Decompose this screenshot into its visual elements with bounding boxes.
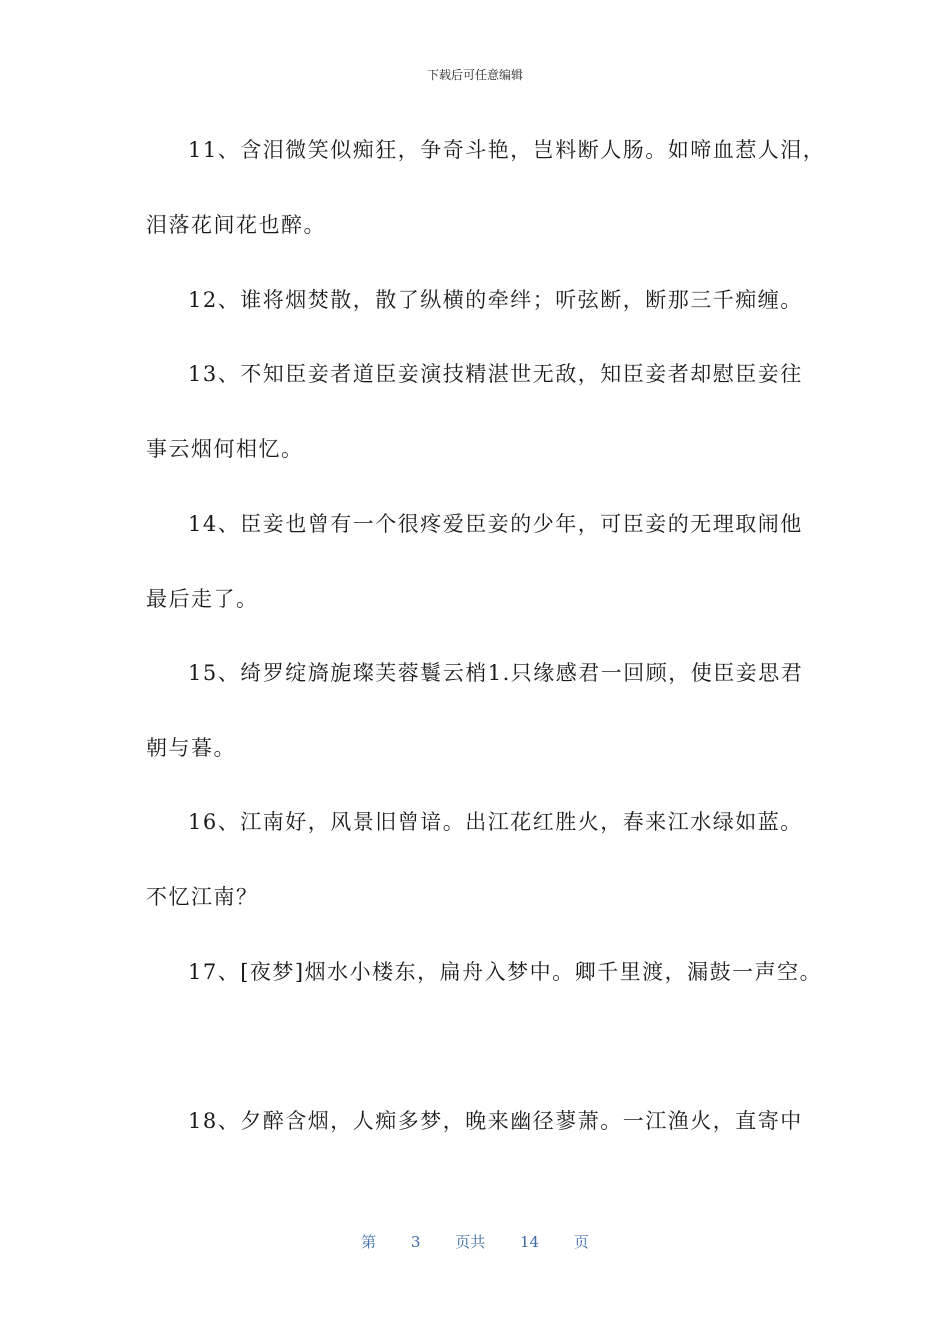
text-line: 17、[夜梦]烟水小楼东，扁舟入梦中。卿千里渡，漏鼓一声空。 <box>188 960 823 984</box>
text-line: 朝与暮。 <box>146 736 236 760</box>
text-line: 13、不知臣妾者道臣妾演技精湛世无敌，知臣妾者却慰臣妾往 <box>188 362 803 386</box>
footer-middle: 页共 <box>455 1233 486 1251</box>
text-line: 14、臣妾也曾有一个很疼爱臣妾的少年，可臣妾的无理取闹他 <box>188 512 803 536</box>
text-line: 不忆江南？ <box>146 885 259 909</box>
text-line: 11、含泪微笑似痴狂，争奇斗艳，岂料断人肠。如啼血惹人泪， <box>188 138 826 162</box>
text-line: 事云烟何相忆。 <box>146 437 304 461</box>
page-header: 下载后可任意编辑 <box>426 68 523 82</box>
text-line: 12、谁将烟焚散，散了纵横的牵绊；听弦断，断那三千痴缠。 <box>188 288 803 312</box>
text-line: 15、绮罗绽旖旎璨芙蓉鬟云梢1.只缘感君一回顾，使臣妾思君 <box>188 661 804 685</box>
text-line: 18、夕醉含烟，人痴多梦，晚来幽径蓼萧。一江渔火，直寄中 <box>188 1109 803 1133</box>
text-line: 最后走了。 <box>146 587 259 611</box>
footer-total-pages: 14 <box>520 1233 540 1251</box>
footer-prefix: 第 <box>361 1233 377 1251</box>
text-line: 泪落花间花也醉。 <box>146 213 326 237</box>
footer-page-number: 3 <box>410 1233 421 1251</box>
footer-suffix: 页 <box>573 1233 589 1251</box>
page-footer <box>0 1231 950 1252</box>
text-line: 16、江南好，风景旧曾谙。出江花红胜火，春来江水绿如蓝。 <box>188 810 803 834</box>
